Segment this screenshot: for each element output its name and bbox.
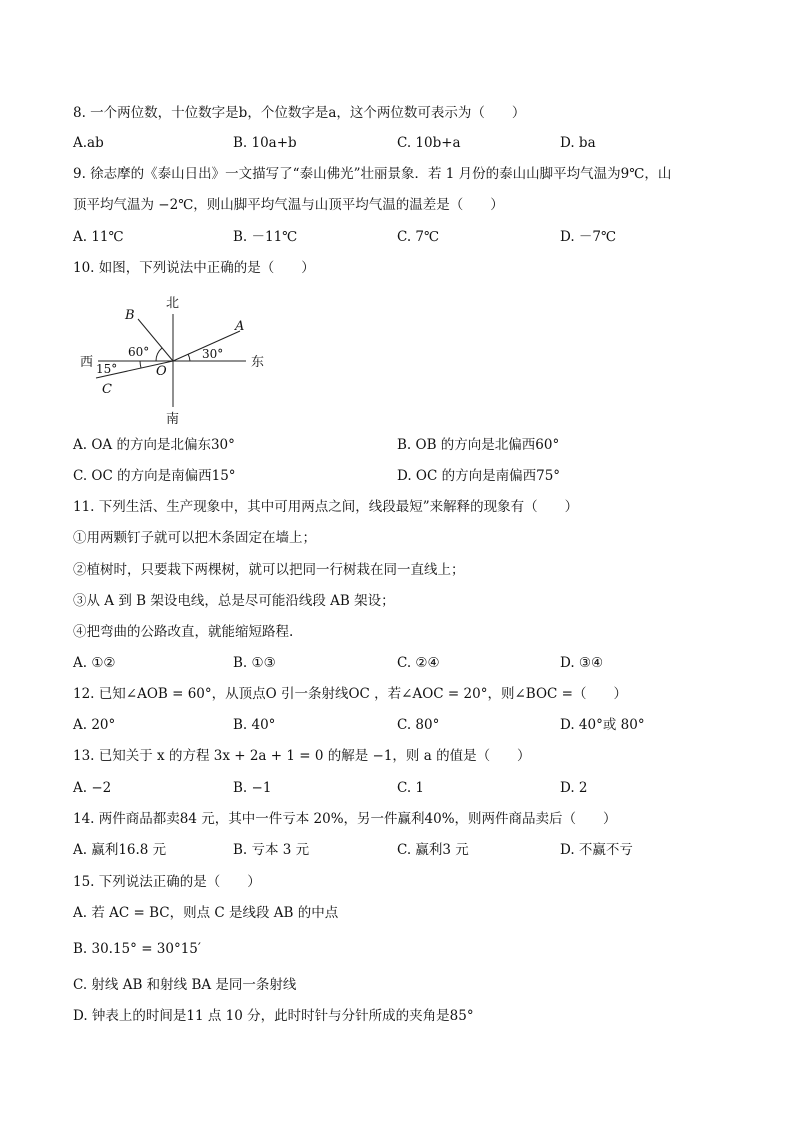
question-13-stem: 13. 已知关于 x 的方程 3x + 2a + 1 = 0 的解是 −1，则 a 的值是（ ） bbox=[73, 748, 531, 764]
q8-option-d: D. ba bbox=[560, 135, 596, 151]
question-12-stem: 12. 已知∠AOB = 60°，从顶点O 引一条射线OC ，若∠AOC = 20°，则∠BOC =（ ） bbox=[73, 686, 627, 702]
question-11-options bbox=[73, 654, 723, 672]
q8-option-c: C. 10b+a bbox=[397, 135, 461, 151]
question-10-options-row-1 bbox=[73, 436, 723, 454]
question-11-item-2: ②植树时，只要栽下两棵树，就可以把同一行树栽在同一直线上； bbox=[73, 562, 465, 578]
direction-diagram bbox=[78, 292, 273, 427]
q8-option-a: A.ab bbox=[73, 135, 104, 151]
q14-option-a: A. 赢利16.8 元 bbox=[73, 842, 167, 858]
q15-option-a: A. 若 AC = BC，则点 C 是线段 AB 的中点 bbox=[73, 905, 339, 921]
q14-option-d: D. 不赢不亏 bbox=[560, 842, 633, 858]
label-south: 南 bbox=[166, 412, 180, 427]
question-11-stem: 11. 下列生活、生产现象中，其中可用两点之间，线段最短”来解释的现象有（ ） bbox=[73, 499, 579, 515]
question-9-stem-line-1: 9. 徐志摩的《泰山日出》一文描写了“泰山佛光”壮丽景象．若 1 月份的泰山山脚平均气温为9℃，山 bbox=[73, 166, 672, 182]
angle-arc-30 bbox=[188, 354, 190, 361]
label-angle-60: 60° bbox=[128, 345, 150, 359]
label-west: 西 bbox=[80, 355, 94, 370]
q11-option-d: D. ③④ bbox=[560, 655, 604, 671]
q13-option-c: C. 1 bbox=[397, 780, 425, 796]
label-point-c: C bbox=[102, 382, 112, 397]
q11-option-a: A. ①② bbox=[73, 655, 116, 671]
angle-arc-15 bbox=[140, 361, 141, 368]
question-15-stem: 15. 下列说法正确的是（ ） bbox=[73, 874, 261, 890]
q9-option-b: B. －11℃ bbox=[233, 229, 298, 245]
question-12-options bbox=[73, 716, 723, 734]
question-10-options-row-2 bbox=[73, 467, 723, 485]
q12-option-c: C. 80° bbox=[397, 717, 440, 733]
q9-option-c: C. 7℃ bbox=[397, 229, 440, 245]
q14-option-c: C. 赢利3 元 bbox=[397, 842, 469, 858]
label-north: 北 bbox=[166, 296, 180, 311]
question-13-options bbox=[73, 779, 723, 797]
label-point-o: O bbox=[156, 364, 167, 379]
q11-option-b: B. ①③ bbox=[233, 655, 276, 671]
question-9-options bbox=[73, 228, 723, 246]
q10-option-d: D. OC 的方向是南偏西75° bbox=[397, 468, 561, 484]
q13-option-b: B. −1 bbox=[233, 780, 272, 796]
question-9-stem-line-2: 顶平均气温为 −2℃，则山脚平均气温与山顶平均气温的温差是（ ） bbox=[73, 197, 504, 213]
q15-option-d: D. 钟表上的时间是11 点 10 分，此时时针与分针所成的夹角是85° bbox=[73, 1008, 474, 1024]
label-angle-15: 15° bbox=[96, 362, 118, 376]
angle-arc-60 bbox=[156, 348, 162, 361]
question-10-stem: 10. 如图，下列说法中正确的是（ ） bbox=[73, 260, 315, 276]
label-point-a: A bbox=[235, 319, 245, 334]
q14-option-b: B. 亏本 3 元 bbox=[233, 842, 310, 858]
q10-option-c: C. OC 的方向是南偏西15° bbox=[73, 468, 236, 484]
q12-option-a: A. 20° bbox=[73, 717, 116, 733]
label-point-b: B bbox=[125, 308, 135, 323]
q10-option-b: B. OB 的方向是北偏西60° bbox=[397, 437, 560, 453]
q13-option-d: D. 2 bbox=[560, 780, 588, 796]
question-14-options bbox=[73, 841, 723, 859]
q9-option-d: D. －7℃ bbox=[560, 229, 617, 245]
q9-option-a: A. 11℃ bbox=[73, 229, 124, 245]
question-11-item-3: ③从 A 到 B 架设电线，总是尽可能沿线段 AB 架设； bbox=[73, 593, 395, 609]
label-angle-30: 30° bbox=[202, 347, 224, 361]
question-11-item-1: ①用两颗钉子就可以把木条固定在墙上； bbox=[73, 530, 316, 546]
question-8-stem: 8. 一个两位数，十位数字是b，个位数字是a，这个两位数可表示为（ ） bbox=[73, 105, 526, 121]
question-11-item-4: ④把弯曲的公路改直，就能缩短路程. bbox=[73, 624, 294, 640]
q15-option-c: C. 射线 AB 和射线 BA 是同一条射线 bbox=[73, 977, 297, 993]
q12-option-d: D. 40°或 80° bbox=[560, 717, 645, 733]
label-east: 东 bbox=[251, 355, 265, 370]
q11-option-c: C. ②④ bbox=[397, 655, 440, 671]
question-8-options bbox=[73, 134, 723, 152]
q8-option-b: B. 10a+b bbox=[233, 135, 297, 151]
q10-option-a: A. OA 的方向是北偏东30° bbox=[73, 437, 235, 453]
question-14-stem: 14. 两件商品都卖84 元，其中一件亏本 20%，另一件赢利40%，则两件商品卖后（ ） bbox=[73, 811, 617, 827]
q15-option-b: B. 30.15° = 30°15′ bbox=[73, 941, 201, 957]
q13-option-a: A. −2 bbox=[73, 780, 112, 796]
q12-option-b: B. 40° bbox=[233, 717, 276, 733]
